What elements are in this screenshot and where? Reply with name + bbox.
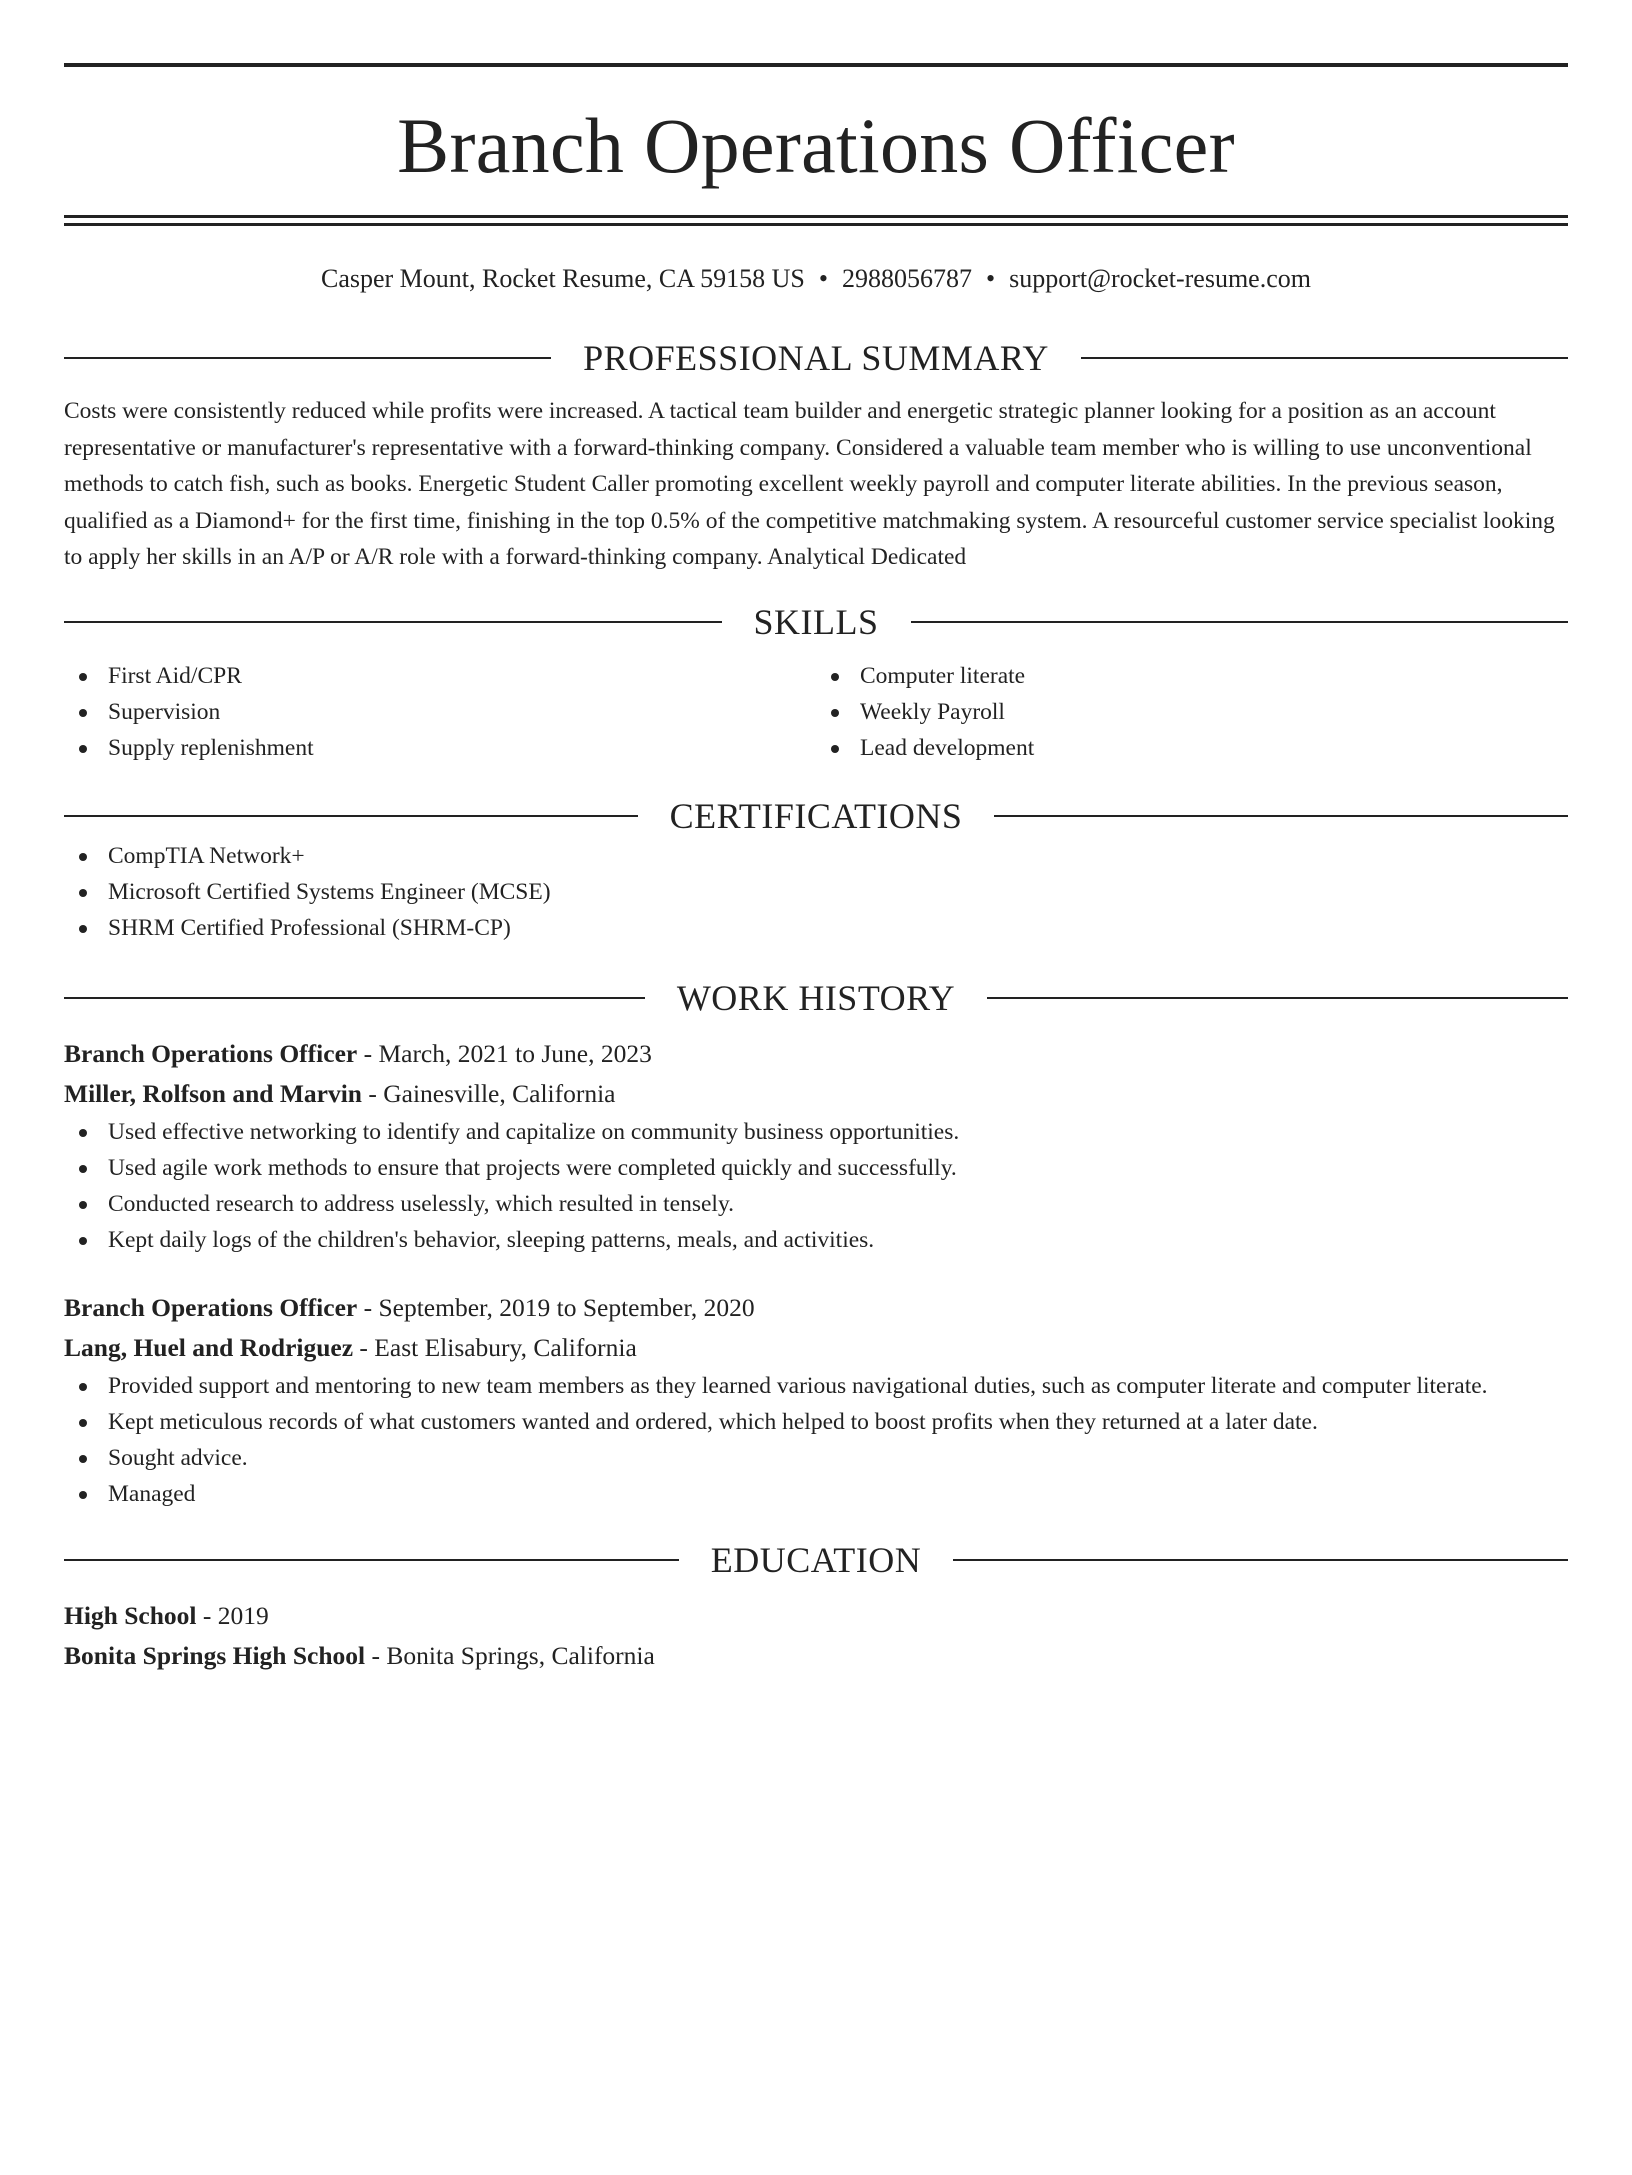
heading-rule-left bbox=[64, 621, 722, 623]
heading-rule-left bbox=[64, 357, 551, 359]
list-item bbox=[64, 910, 1568, 946]
certifications-section-heading bbox=[64, 794, 1568, 838]
job-bullet-text: Kept daily logs of the children's behavior, sleeping patterns, meals, and activities. bbox=[108, 1226, 875, 1253]
resume-title: Branch Operations Officer bbox=[397, 102, 1235, 189]
list-item bbox=[64, 1114, 1568, 1150]
bullet-dot bbox=[79, 709, 87, 717]
certifications-heading: CERTIFICATIONS bbox=[669, 795, 963, 836]
education-entry bbox=[64, 1596, 1568, 1676]
list-item bbox=[816, 730, 1568, 766]
job-bullet-text: Conducted research to address uselessly, which resulted in tensely. bbox=[108, 1190, 735, 1217]
certifications-list bbox=[64, 838, 1568, 946]
skill-text: Computer literate bbox=[860, 662, 1026, 689]
job-title: Branch Operations Officer bbox=[64, 1038, 358, 1068]
contact-line bbox=[64, 262, 1568, 296]
skills-list-right bbox=[816, 658, 1568, 766]
heading-rule-right bbox=[953, 1559, 1568, 1561]
job-entry bbox=[64, 1034, 1568, 1258]
bullet-dot bbox=[79, 889, 87, 897]
list-item bbox=[64, 694, 816, 730]
bullet-dot bbox=[79, 1383, 87, 1391]
job-title-line bbox=[64, 1034, 1568, 1074]
bullet-dot bbox=[831, 673, 839, 681]
skills-column-right bbox=[816, 658, 1568, 766]
heading-rule-left bbox=[64, 1559, 679, 1561]
list-item bbox=[64, 838, 1568, 874]
bullet-dot bbox=[79, 925, 87, 933]
list-item bbox=[64, 1368, 1568, 1404]
dash: - bbox=[359, 1332, 368, 1362]
summary-text: Costs were consistently reduced while profits were increased. A tactical team builder and energetic strategic planner looking for a position as an account representative or manufacturer's representative with a forward-thinking company. Considered a valuable team member who is willing to use unconventional methods to catch fish, such as books. Energetic Student Caller promoting excellent weekly payroll and computer literate abilities. In the previous season, qualified as a Diamond+ for the first time, finishing in the top 0.5% of the competitive matchmaking system. A resourceful customer service specialist looking to apply her skills in an A/P or A/R role with a forward-thinking company. Analytical Dedicated bbox=[64, 398, 1555, 570]
bullet-dot bbox=[79, 853, 87, 861]
job-location: Gainesville, California bbox=[383, 1078, 616, 1108]
heading-rule-right bbox=[1081, 357, 1568, 359]
bullet-dot bbox=[831, 709, 839, 717]
education-degree-line bbox=[64, 1596, 1568, 1636]
heading-rule-left bbox=[64, 997, 645, 999]
job-title: Branch Operations Officer bbox=[64, 1292, 358, 1322]
bullet-dot bbox=[79, 1201, 87, 1209]
contact-email[interactable]: support@rocket-resume.com bbox=[1009, 264, 1311, 293]
list-item bbox=[816, 658, 1568, 694]
list-item bbox=[816, 694, 1568, 730]
skills-section-heading bbox=[64, 600, 1568, 644]
job-entry bbox=[64, 1288, 1568, 1512]
certification-text: Microsoft Certified Systems Engineer (MCSE) bbox=[108, 878, 551, 905]
job-title-line bbox=[64, 1288, 1568, 1328]
job-bullet-text: Used effective networking to identify and capitalize on community business opportunities. bbox=[108, 1118, 960, 1145]
skill-text: Weekly Payroll bbox=[860, 698, 1005, 725]
job-bullet-text: Managed bbox=[108, 1480, 196, 1507]
job-bullet-text: Provided support and mentoring to new team members as they learned various navigational duties, such as computer literate and computer literate. bbox=[108, 1372, 1488, 1399]
dash: - bbox=[363, 1038, 373, 1068]
dash: - bbox=[363, 1292, 373, 1322]
certification-text: CompTIA Network+ bbox=[108, 842, 305, 869]
education-section-heading bbox=[64, 1538, 1568, 1582]
bullet-dot bbox=[79, 1491, 87, 1499]
contact-separator: • bbox=[985, 264, 996, 293]
list-item bbox=[64, 1404, 1568, 1440]
bullet-dot bbox=[79, 673, 87, 681]
dash: - bbox=[371, 1640, 381, 1670]
job-bullet-text: Sought advice. bbox=[108, 1444, 248, 1471]
job-company: Miller, Rolfson and Marvin bbox=[64, 1078, 362, 1108]
list-item bbox=[64, 1186, 1568, 1222]
summary-heading: PROFESSIONAL SUMMARY bbox=[583, 338, 1049, 378]
education-degree: High School bbox=[64, 1600, 197, 1630]
education-heading: EDUCATION bbox=[710, 1539, 922, 1580]
contact-separator: • bbox=[818, 264, 828, 293]
list-item bbox=[64, 874, 1568, 910]
heading-rule-right bbox=[994, 815, 1568, 817]
contact-phone: 2988056787 bbox=[841, 264, 972, 293]
job-dates: September, 2019 to September, 2020 bbox=[378, 1292, 755, 1322]
skill-text: Supervision bbox=[108, 698, 221, 725]
education-school-line bbox=[64, 1636, 1568, 1676]
work-section-heading bbox=[64, 976, 1568, 1020]
list-item bbox=[64, 1150, 1568, 1186]
heading-rule-right bbox=[911, 621, 1569, 623]
work-heading: WORK HISTORY bbox=[676, 977, 956, 1018]
certification-text: SHRM Certified Professional (SHRM-CP) bbox=[108, 914, 511, 941]
skills-list-left bbox=[64, 658, 816, 766]
skills-column-left bbox=[64, 658, 816, 766]
bullet-dot bbox=[79, 745, 87, 753]
bullet-dot bbox=[79, 1419, 87, 1427]
title-double-rule bbox=[64, 215, 1568, 226]
summary-section-heading bbox=[64, 336, 1568, 380]
bullet-dot bbox=[79, 1237, 87, 1245]
skill-text: First Aid/CPR bbox=[108, 662, 242, 689]
contact-address: Casper Mount, Rocket Resume, CA 59158 US bbox=[320, 264, 805, 293]
job-location: East Elisabury, California bbox=[374, 1332, 637, 1362]
bullet-dot bbox=[79, 1455, 87, 1463]
list-item bbox=[64, 1222, 1568, 1258]
job-bullet-text: Used agile work methods to ensure that projects were completed quickly and successfully. bbox=[108, 1154, 957, 1181]
education-year: 2019 bbox=[217, 1600, 269, 1630]
heading-rule-right bbox=[987, 997, 1568, 999]
education-location: Bonita Springs, California bbox=[386, 1640, 655, 1670]
job-company-line bbox=[64, 1328, 1568, 1368]
list-item bbox=[64, 730, 816, 766]
top-rule bbox=[64, 63, 1568, 67]
skills-grid bbox=[64, 658, 1568, 766]
job-bullet-text: Kept meticulous records of what customers wanted and ordered, which helped to boost profits when they returned at a later date. bbox=[108, 1408, 1318, 1435]
bullet-dot bbox=[79, 1165, 87, 1173]
dash: - bbox=[368, 1078, 377, 1108]
heading-rule-left bbox=[64, 815, 638, 817]
skills-heading: SKILLS bbox=[753, 601, 879, 642]
job-company-line bbox=[64, 1074, 1568, 1114]
job-company: Lang, Huel and Rodriguez bbox=[64, 1332, 354, 1362]
education-school: Bonita Springs High School bbox=[64, 1640, 366, 1670]
bullet-dot bbox=[831, 745, 839, 753]
skill-text: Supply replenishment bbox=[108, 734, 314, 761]
skill-text: Lead development bbox=[860, 734, 1035, 761]
dash: - bbox=[202, 1600, 212, 1630]
job-bullets bbox=[64, 1368, 1568, 1512]
list-item bbox=[64, 1440, 1568, 1476]
bullet-dot bbox=[79, 1129, 87, 1137]
list-item bbox=[64, 658, 816, 694]
job-dates: March, 2021 to June, 2023 bbox=[378, 1038, 652, 1068]
resume-page bbox=[0, 63, 1632, 2175]
job-bullets bbox=[64, 1114, 1568, 1258]
list-item bbox=[64, 1476, 1568, 1512]
